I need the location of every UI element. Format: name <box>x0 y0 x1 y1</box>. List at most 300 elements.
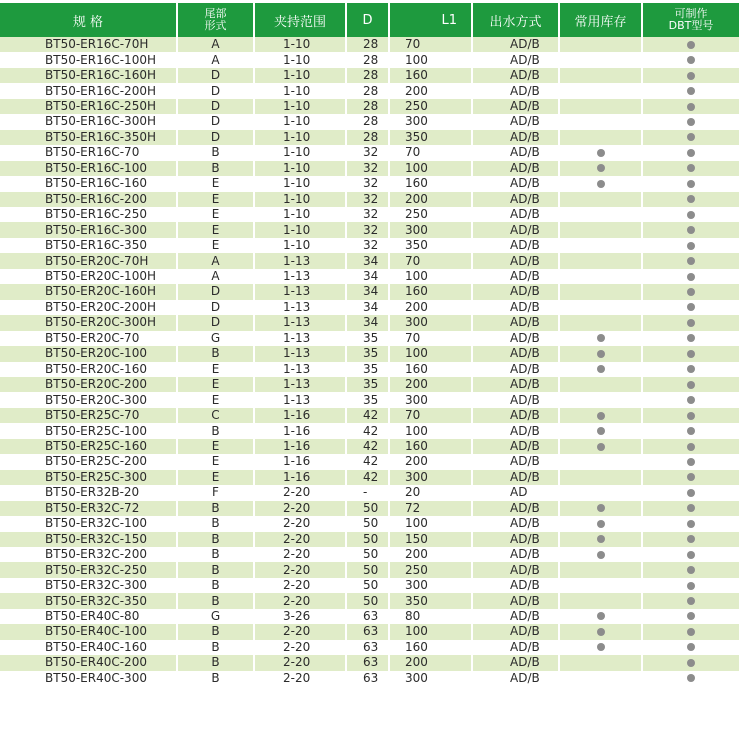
cell-l1: 250 <box>390 99 473 114</box>
cell-d: 32 <box>347 192 390 207</box>
cell-stock <box>560 655 643 670</box>
cell-stock <box>560 83 643 98</box>
cell-custom-dbt <box>643 408 739 423</box>
cell-stock <box>560 37 643 52</box>
cell-clamp-range: 1-10 <box>255 176 347 191</box>
cell-tail-form: B <box>178 145 255 160</box>
cell-stock <box>560 408 643 423</box>
cell-outlet: AD/B <box>473 222 560 237</box>
table-row <box>0 130 739 145</box>
cell-tail-form: E <box>178 470 255 485</box>
cell-clamp-range: 1-13 <box>255 377 347 392</box>
cell-d: 34 <box>347 300 390 315</box>
filled-dot-icon <box>597 504 605 512</box>
table-row <box>0 346 739 361</box>
cell-custom-dbt <box>643 253 739 268</box>
cell-d: 32 <box>347 238 390 253</box>
cell-outlet: AD/B <box>473 593 560 608</box>
table-row <box>0 192 739 207</box>
table-row <box>0 485 739 500</box>
header-clamp-range: 夹持范围 <box>255 3 347 37</box>
table-row <box>0 470 739 485</box>
cell-outlet: AD/B <box>473 68 560 83</box>
cell-outlet: AD/B <box>473 238 560 253</box>
cell-custom-dbt <box>643 192 739 207</box>
cell-d: 42 <box>347 423 390 438</box>
cell-outlet: AD/B <box>473 609 560 624</box>
table-body <box>0 37 739 686</box>
cell-tail-form: B <box>178 532 255 547</box>
cell-clamp-range: 1-10 <box>255 99 347 114</box>
table-row <box>0 176 739 191</box>
cell-custom-dbt <box>643 99 739 114</box>
cell-outlet: AD/B <box>473 176 560 191</box>
cell-outlet: AD/B <box>473 114 560 129</box>
cell-outlet: AD/B <box>473 52 560 67</box>
cell-tail-form: D <box>178 130 255 145</box>
cell-custom-dbt <box>643 578 739 593</box>
header-stock: 常用库存 <box>560 3 643 37</box>
cell-d: 42 <box>347 408 390 423</box>
cell-stock <box>560 578 643 593</box>
cell-custom-dbt <box>643 655 739 670</box>
cell-l1: 100 <box>390 161 473 176</box>
cell-stock <box>560 470 643 485</box>
cell-spec: BT50-ER16C-160 <box>0 176 178 191</box>
cell-d: 50 <box>347 562 390 577</box>
cell-l1: 100 <box>390 516 473 531</box>
cell-custom-dbt <box>643 176 739 191</box>
cell-spec: BT50-ER16C-250H <box>0 99 178 114</box>
cell-outlet: AD/B <box>473 346 560 361</box>
cell-spec: BT50-ER16C-160H <box>0 68 178 83</box>
cell-tail-form: D <box>178 284 255 299</box>
header-tail-line2: 形式 <box>204 19 227 32</box>
cell-d: 35 <box>347 377 390 392</box>
cell-d: 50 <box>347 593 390 608</box>
filled-dot-icon <box>687 659 695 667</box>
cell-custom-dbt <box>643 640 739 655</box>
cell-spec: BT50-ER16C-200 <box>0 192 178 207</box>
cell-tail-form: B <box>178 423 255 438</box>
cell-stock <box>560 593 643 608</box>
header-tail-line1: 尾部 <box>204 7 227 20</box>
table-header <box>0 3 739 37</box>
cell-stock <box>560 362 643 377</box>
cell-clamp-range: 1-10 <box>255 52 347 67</box>
cell-custom-dbt <box>643 423 739 438</box>
cell-tail-form: E <box>178 238 255 253</box>
cell-spec: BT50-ER16C-100H <box>0 52 178 67</box>
filled-dot-icon <box>687 674 695 682</box>
cell-d: 28 <box>347 52 390 67</box>
cell-tail-form: E <box>178 192 255 207</box>
cell-clamp-range: 1-10 <box>255 238 347 253</box>
cell-tail-form: A <box>178 269 255 284</box>
table-row <box>0 671 739 686</box>
cell-clamp-range: 1-13 <box>255 346 347 361</box>
header-d: D <box>347 3 390 37</box>
cell-d: 32 <box>347 176 390 191</box>
filled-dot-icon <box>687 226 695 234</box>
cell-l1: 200 <box>390 454 473 469</box>
cell-clamp-range: 1-10 <box>255 161 347 176</box>
table-row <box>0 624 739 639</box>
cell-d: 34 <box>347 269 390 284</box>
cell-custom-dbt <box>643 439 739 454</box>
cell-stock <box>560 114 643 129</box>
cell-outlet: AD/B <box>473 655 560 670</box>
cell-stock <box>560 300 643 315</box>
cell-spec: BT50-ER20C-160H <box>0 284 178 299</box>
cell-stock <box>560 222 643 237</box>
cell-outlet: AD/B <box>473 37 560 52</box>
filled-dot-icon <box>687 180 695 188</box>
cell-spec: BT50-ER20C-300H <box>0 315 178 330</box>
cell-stock <box>560 207 643 222</box>
cell-tail-form: C <box>178 408 255 423</box>
cell-outlet: AD/B <box>473 516 560 531</box>
cell-d: 50 <box>347 501 390 516</box>
cell-stock <box>560 562 643 577</box>
cell-l1: 70 <box>390 253 473 268</box>
cell-custom-dbt <box>643 161 739 176</box>
filled-dot-icon <box>687 72 695 80</box>
cell-tail-form: B <box>178 578 255 593</box>
filled-dot-icon <box>687 211 695 219</box>
cell-outlet: AD/B <box>473 501 560 516</box>
cell-d: 35 <box>347 331 390 346</box>
filled-dot-icon <box>687 396 695 404</box>
cell-tail-form: D <box>178 315 255 330</box>
table-row <box>0 37 739 52</box>
cell-spec: BT50-ER20C-70H <box>0 253 178 268</box>
filled-dot-icon <box>687 118 695 126</box>
cell-l1: 200 <box>390 655 473 670</box>
cell-l1: 70 <box>390 331 473 346</box>
cell-spec: BT50-ER32B-20 <box>0 485 178 500</box>
cell-stock <box>560 377 643 392</box>
cell-clamp-range: 1-10 <box>255 114 347 129</box>
cell-l1: 200 <box>390 300 473 315</box>
table-row <box>0 145 739 160</box>
cell-outlet: AD/B <box>473 578 560 593</box>
cell-clamp-range: 1-13 <box>255 284 347 299</box>
header-custom-line2: DBT型号 <box>668 19 714 32</box>
filled-dot-icon <box>687 504 695 512</box>
cell-spec: BT50-ER32C-250 <box>0 562 178 577</box>
table-row <box>0 609 739 624</box>
cell-stock <box>560 624 643 639</box>
table-row <box>0 408 739 423</box>
cell-custom-dbt <box>643 532 739 547</box>
table-row <box>0 562 739 577</box>
cell-stock <box>560 315 643 330</box>
cell-tail-form: E <box>178 392 255 407</box>
cell-clamp-range: 1-16 <box>255 408 347 423</box>
cell-clamp-range: 2-20 <box>255 532 347 547</box>
filled-dot-icon <box>687 319 695 327</box>
cell-clamp-range: 2-20 <box>255 593 347 608</box>
cell-custom-dbt <box>643 392 739 407</box>
cell-d: 50 <box>347 516 390 531</box>
cell-clamp-range: 2-20 <box>255 485 347 500</box>
cell-tail-form: E <box>178 439 255 454</box>
cell-spec: BT50-ER16C-350 <box>0 238 178 253</box>
cell-outlet: AD/B <box>473 284 560 299</box>
filled-dot-icon <box>687 365 695 373</box>
cell-clamp-range: 1-13 <box>255 331 347 346</box>
cell-stock <box>560 516 643 531</box>
cell-d: 50 <box>347 532 390 547</box>
table-row <box>0 300 739 315</box>
filled-dot-icon <box>687 303 695 311</box>
cell-custom-dbt <box>643 362 739 377</box>
cell-custom-dbt <box>643 145 739 160</box>
cell-tail-form: D <box>178 99 255 114</box>
table-row <box>0 68 739 83</box>
cell-tail-form: B <box>178 346 255 361</box>
cell-l1: 200 <box>390 83 473 98</box>
cell-spec: BT50-ER20C-160 <box>0 362 178 377</box>
cell-stock <box>560 331 643 346</box>
cell-outlet: AD/B <box>473 362 560 377</box>
filled-dot-icon <box>597 350 605 358</box>
filled-dot-icon <box>687 242 695 250</box>
cell-spec: BT50-ER32C-350 <box>0 593 178 608</box>
cell-outlet: AD/B <box>473 161 560 176</box>
cell-stock <box>560 501 643 516</box>
cell-outlet: AD/B <box>473 99 560 114</box>
cell-d: 32 <box>347 145 390 160</box>
cell-stock <box>560 130 643 145</box>
cell-stock <box>560 640 643 655</box>
cell-d: 50 <box>347 547 390 562</box>
filled-dot-icon <box>687 381 695 389</box>
cell-stock <box>560 192 643 207</box>
cell-spec: BT50-ER16C-70H <box>0 37 178 52</box>
cell-outlet: AD/B <box>473 130 560 145</box>
cell-l1: 80 <box>390 609 473 624</box>
cell-tail-form: E <box>178 176 255 191</box>
cell-clamp-range: 1-13 <box>255 315 347 330</box>
filled-dot-icon <box>597 628 605 636</box>
cell-spec: BT50-ER20C-100H <box>0 269 178 284</box>
table-row <box>0 207 739 222</box>
cell-custom-dbt <box>643 207 739 222</box>
filled-dot-icon <box>687 288 695 296</box>
table-row <box>0 640 739 655</box>
cell-stock <box>560 253 643 268</box>
filled-dot-icon <box>687 628 695 636</box>
cell-clamp-range: 2-20 <box>255 562 347 577</box>
header-outlet: 出水方式 <box>473 3 560 37</box>
cell-stock <box>560 532 643 547</box>
filled-dot-icon <box>687 582 695 590</box>
cell-clamp-range: 1-16 <box>255 439 347 454</box>
cell-clamp-range: 2-20 <box>255 578 347 593</box>
cell-outlet: AD/B <box>473 470 560 485</box>
cell-l1: 200 <box>390 547 473 562</box>
cell-spec: BT50-ER25C-70 <box>0 408 178 423</box>
cell-tail-form: B <box>178 640 255 655</box>
cell-tail-form: G <box>178 609 255 624</box>
filled-dot-icon <box>687 443 695 451</box>
cell-tail-form: A <box>178 37 255 52</box>
filled-dot-icon <box>597 427 605 435</box>
table-row <box>0 222 739 237</box>
cell-spec: BT50-ER20C-70 <box>0 331 178 346</box>
cell-d: 42 <box>347 454 390 469</box>
cell-stock <box>560 284 643 299</box>
cell-spec: BT50-ER32C-100 <box>0 516 178 531</box>
cell-stock <box>560 454 643 469</box>
cell-stock <box>560 423 643 438</box>
table-row <box>0 269 739 284</box>
cell-custom-dbt <box>643 671 739 686</box>
cell-l1: 160 <box>390 640 473 655</box>
cell-clamp-range: 1-10 <box>255 192 347 207</box>
cell-outlet: AD/B <box>473 624 560 639</box>
cell-custom-dbt <box>643 52 739 67</box>
cell-outlet: AD/B <box>473 207 560 222</box>
cell-d: 34 <box>347 315 390 330</box>
cell-stock <box>560 346 643 361</box>
filled-dot-icon <box>687 597 695 605</box>
cell-spec: BT50-ER16C-100 <box>0 161 178 176</box>
filled-dot-icon <box>687 566 695 574</box>
cell-custom-dbt <box>643 130 739 145</box>
table-row <box>0 655 739 670</box>
cell-d: 63 <box>347 609 390 624</box>
cell-l1: 100 <box>390 52 473 67</box>
cell-custom-dbt <box>643 485 739 500</box>
cell-outlet: AD/B <box>473 408 560 423</box>
cell-d: 28 <box>347 68 390 83</box>
cell-spec: BT50-ER16C-300 <box>0 222 178 237</box>
table-row <box>0 547 739 562</box>
cell-custom-dbt <box>643 377 739 392</box>
cell-d: 34 <box>347 284 390 299</box>
cell-l1: 250 <box>390 562 473 577</box>
cell-tail-form: B <box>178 593 255 608</box>
cell-clamp-range: 1-16 <box>255 423 347 438</box>
cell-custom-dbt <box>643 501 739 516</box>
filled-dot-icon <box>597 180 605 188</box>
cell-outlet: AD/B <box>473 392 560 407</box>
cell-spec: BT50-ER40C-160 <box>0 640 178 655</box>
cell-tail-form: B <box>178 671 255 686</box>
cell-outlet: AD/B <box>473 192 560 207</box>
cell-d: 35 <box>347 346 390 361</box>
filled-dot-icon <box>687 551 695 559</box>
cell-clamp-range: 1-10 <box>255 68 347 83</box>
table-row <box>0 52 739 67</box>
cell-d: 28 <box>347 83 390 98</box>
cell-tail-form: E <box>178 454 255 469</box>
cell-custom-dbt <box>643 454 739 469</box>
cell-spec: BT50-ER40C-300 <box>0 671 178 686</box>
cell-spec: BT50-ER32C-200 <box>0 547 178 562</box>
cell-d: 28 <box>347 114 390 129</box>
header-row <box>0 3 739 37</box>
cell-tail-form: D <box>178 68 255 83</box>
filled-dot-icon <box>687 164 695 172</box>
table-row <box>0 392 739 407</box>
cell-stock <box>560 485 643 500</box>
cell-outlet: AD/B <box>473 253 560 268</box>
filled-dot-icon <box>597 443 605 451</box>
cell-clamp-range: 1-16 <box>255 470 347 485</box>
cell-spec: BT50-ER32C-300 <box>0 578 178 593</box>
cell-custom-dbt <box>643 83 739 98</box>
cell-stock <box>560 145 643 160</box>
cell-l1: 300 <box>390 392 473 407</box>
cell-tail-form: E <box>178 362 255 377</box>
cell-clamp-range: 2-20 <box>255 624 347 639</box>
filled-dot-icon <box>687 273 695 281</box>
cell-outlet: AD/B <box>473 532 560 547</box>
cell-clamp-range: 2-20 <box>255 547 347 562</box>
table-row <box>0 253 739 268</box>
cell-l1: 100 <box>390 624 473 639</box>
cell-outlet: AD/B <box>473 671 560 686</box>
table-row <box>0 284 739 299</box>
cell-d: 34 <box>347 253 390 268</box>
filled-dot-icon <box>687 427 695 435</box>
cell-custom-dbt <box>643 624 739 639</box>
cell-clamp-range: 2-20 <box>255 655 347 670</box>
cell-outlet: AD/B <box>473 377 560 392</box>
filled-dot-icon <box>597 334 605 342</box>
header-custom-dbt <box>643 3 739 37</box>
cell-d: - <box>347 485 390 500</box>
table-row <box>0 238 739 253</box>
cell-spec: BT50-ER16C-250 <box>0 207 178 222</box>
cell-custom-dbt <box>643 470 739 485</box>
cell-d: 35 <box>347 392 390 407</box>
cell-stock <box>560 52 643 67</box>
filled-dot-icon <box>687 643 695 651</box>
cell-d: 35 <box>347 362 390 377</box>
cell-l1: 160 <box>390 362 473 377</box>
filled-dot-icon <box>597 535 605 543</box>
cell-custom-dbt <box>643 562 739 577</box>
cell-spec: BT50-ER40C-80 <box>0 609 178 624</box>
cell-custom-dbt <box>643 68 739 83</box>
cell-d: 28 <box>347 99 390 114</box>
cell-d: 28 <box>347 130 390 145</box>
cell-custom-dbt <box>643 238 739 253</box>
cell-stock <box>560 68 643 83</box>
cell-clamp-range: 1-10 <box>255 207 347 222</box>
cell-stock <box>560 176 643 191</box>
cell-stock <box>560 99 643 114</box>
cell-spec: BT50-ER32C-72 <box>0 501 178 516</box>
cell-custom-dbt <box>643 516 739 531</box>
cell-clamp-range: 2-20 <box>255 501 347 516</box>
table-row <box>0 501 739 516</box>
cell-tail-form: B <box>178 624 255 639</box>
filled-dot-icon <box>687 56 695 64</box>
filled-dot-icon <box>597 643 605 651</box>
filled-dot-icon <box>687 458 695 466</box>
table-row <box>0 423 739 438</box>
cell-clamp-range: 1-10 <box>255 83 347 98</box>
cell-tail-form: A <box>178 253 255 268</box>
filled-dot-icon <box>687 535 695 543</box>
cell-l1: 160 <box>390 439 473 454</box>
